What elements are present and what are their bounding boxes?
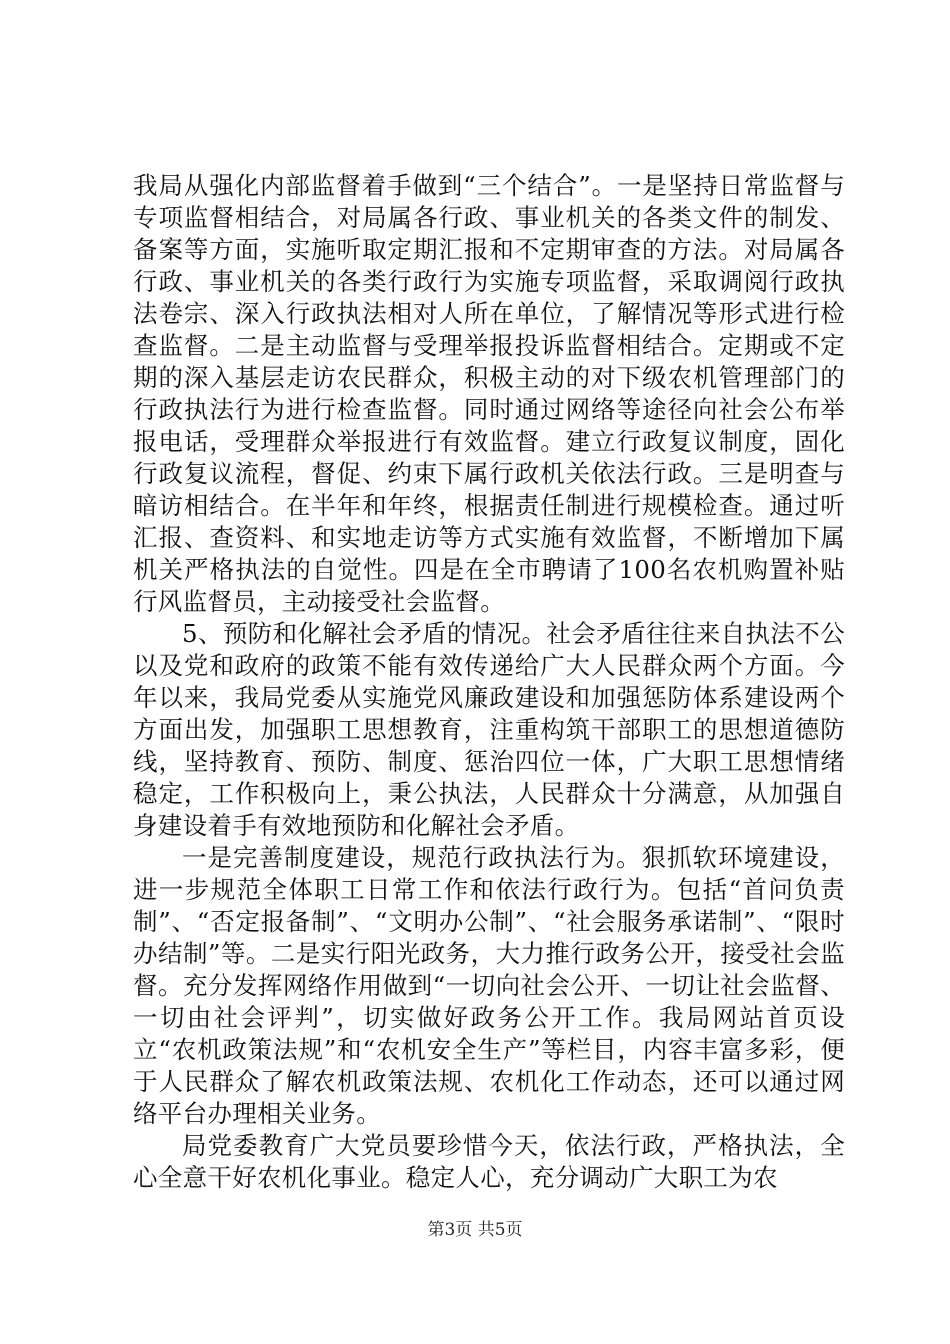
page-number-footer: 第3页 共5页 bbox=[427, 1220, 523, 1240]
paragraph-system-building: 一是完善制度建设，规范行政执法行为。狠抓软环境建设，进一步规范全体职工日常工作和依法行政行为。包括“首问负责制”、“否定报备制”、“文明办公制”、“社会服务承诺制”、“限时办结制”等。二是实行阳光政务，大力推行政务公开，接受社会监督。充分发挥网络作用做到“一切向社会公开、一切让社会监督、一切由社会评判”，切实做好政务公开工作。我局网站首页设立“农机政策法规”和“农机安全生产”等栏目，内容丰富多彩，便于人民群众了解农机政策法规、农机化工作动态，还可以通过网络平台办理相关业务。 bbox=[133, 843, 845, 1128]
document-body bbox=[133, 170, 845, 1194]
paragraph-internal-supervision: 我局从强化内部监督着手做到“三个结合”。一是坚持日常监督与专项监督相结合，对局属各行政、事业机关的各类文件的制发、备案等方面，实施听取定期汇报和不定期审查的方法。对局属各行政、事业机关的各类行政行为实施专项监督，采取调阅行政执法卷宗、深入行政执法相对人所在单位，了解情况等形式进行检查监督。二是主动监督与受理举报投诉监督相结合。定期或不定期的深入基层走访农民群众，积极主动的对下级农机管理部门的行政执法行为进行检查监督。同时通过网络等途径向社会公布举报电话，受理群众举报进行有效监督。建立行政复议制度，固化行政复议流程，督促、约束下属行政机关依法行政。三是明查与暗访相结合。在半年和年终，根据责任制进行规模检查。通过听汇报、查资料、和实地走访等方式实施有效监督，不断增加下属机关严格执法的自觉性。四是在全市聘请了100名农机购置补贴行风监督员，主动接受社会监督。 bbox=[133, 171, 845, 616]
paragraph-social-conflicts: 5、预防和化解社会矛盾的情况。社会矛盾往往来自执法不公以及党和政府的政策不能有效传递给广大人民群众两个方面。今年以来，我局党委从实施党风廉政建设和加强惩防体系建设两个方面出发，加强职工思想教育，注重构筑干部职工的思想道德防线，坚持教育、预防、制度、惩治四位一体，广大职工思想情绪稳定，工作积极向上，秉公执法，人民群众十分满意，从加强自身建设着手有效地预防和化解社会矛盾。 bbox=[133, 619, 845, 840]
paragraph-party-education: 局党委教育广大党员要珍惜今天，依法行政，严格执法，全心全意干好农机化事业。稳定人心，充分调动广大职工为农 bbox=[133, 1131, 845, 1192]
